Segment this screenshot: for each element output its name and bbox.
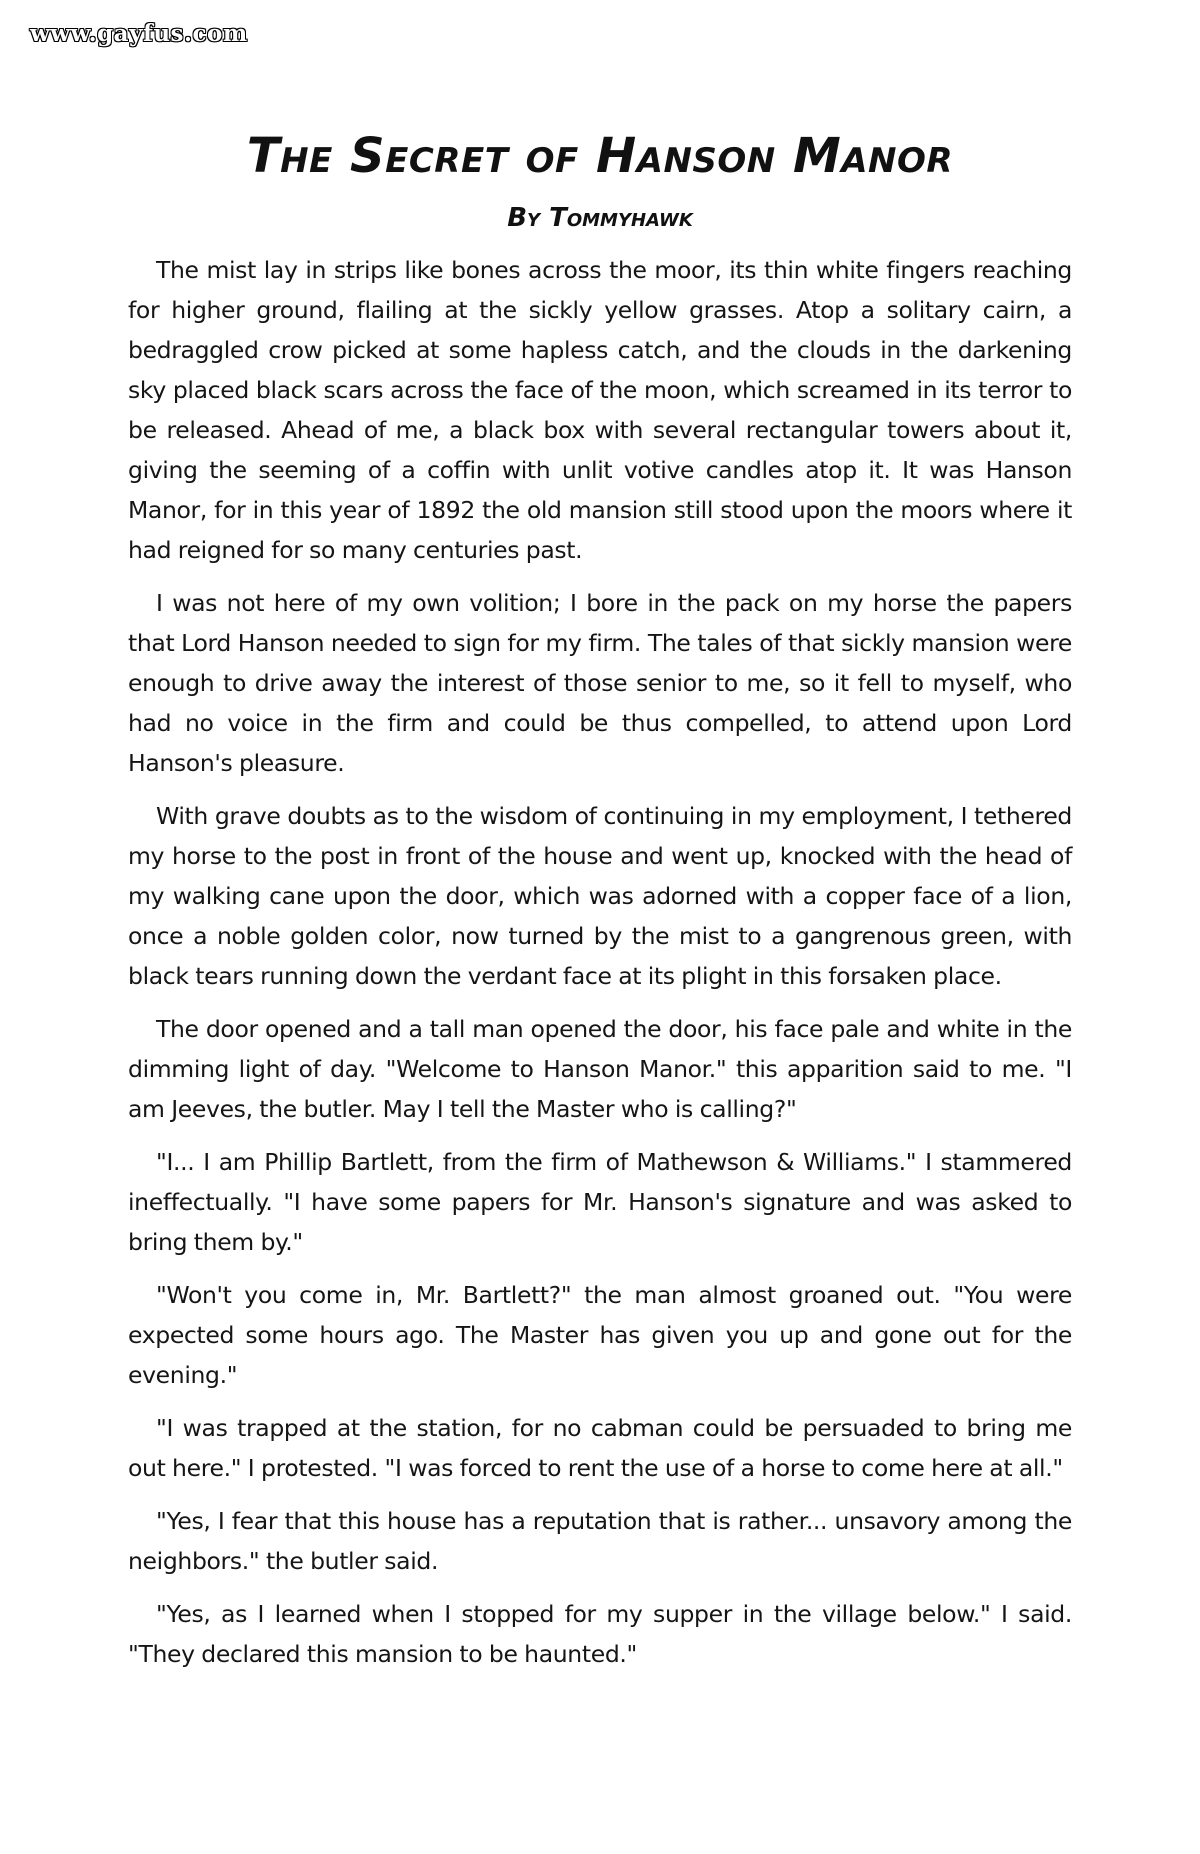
story-title: The Secret of Hanson Manor (246, 128, 954, 184)
story-body (128, 250, 1072, 1687)
story-paragraph: The door opened and a tall man opened the door, his face pale and white in the dimming light of day. "Welcome to Hanson Manor." this apparition said to me. "I am Jeeves, the butler. May I tell the Master who is calling?" (128, 1015, 1072, 1123)
story-paragraph: "Yes, as I learned when I stopped for my supper in the village below." I said. "They declared this mansion to be haunted." (128, 1600, 1072, 1668)
story-paragraph: "I... I am Phillip Bartlett, from the firm of Mathewson & Williams." I stammered ineffectually. "I have some papers for Mr. Hanson's signature and was asked to bring them by." (128, 1148, 1072, 1256)
story-paragraph: The mist lay in strips like bones across the moor, its thin white fingers reaching for higher ground, flailing at the sickly yellow grasses. Atop a solitary cairn, a bedraggled crow picked at some hapless catch, and the clouds in the darkening sky placed black scars across the face of the moon, which screamed in its terror to be released. Ahead of me, a black box with several rectangular towers about it, giving the seeming of a coffin with unlit votive candles atop it. It was Hanson Manor, for in this year of 1892 the old mansion still stood upon the moors where it had reigned for so many centuries past. (128, 256, 1072, 564)
author-byline: By Tommyhawk (507, 203, 693, 233)
story-paragraph: "I was trapped at the station, for no cabman could be persuaded to bring me out here." I protested. "I was forced to rent the use of a horse to come here at all." (128, 1414, 1072, 1482)
story-paragraph: With grave doubts as to the wisdom of continuing in my employment, I tethered my horse to the post in front of the house and went up, knocked with the head of my walking cane upon the door, which was adorned with a copper face of a lion, once a noble golden color, now turned by the mist to a gangrenous green, with black tears running down the verdant face at its plight in this forsaken place. (128, 802, 1072, 990)
story-paragraph: I was not here of my own volition; I bore in the pack on my horse the papers that Lord Hanson needed to sign for my firm. The tales of that sickly mansion were enough to drive away the interest of those senior to me, so it fell to myself, who had no voice in the firm and could be thus compelled, to attend upon Lord Hanson's pleasure. (128, 589, 1072, 777)
story-paragraph: "Won't you come in, Mr. Bartlett?" the man almost groaned out. "You were expected some hours ago. The Master has given you up and gone out for the evening." (128, 1281, 1072, 1389)
story-paragraph: "Yes, I fear that this house has a reputation that is rather... unsavory among the neighbors." the butler said. (128, 1507, 1072, 1575)
watermark-text: www.gayfus.com (30, 20, 248, 47)
